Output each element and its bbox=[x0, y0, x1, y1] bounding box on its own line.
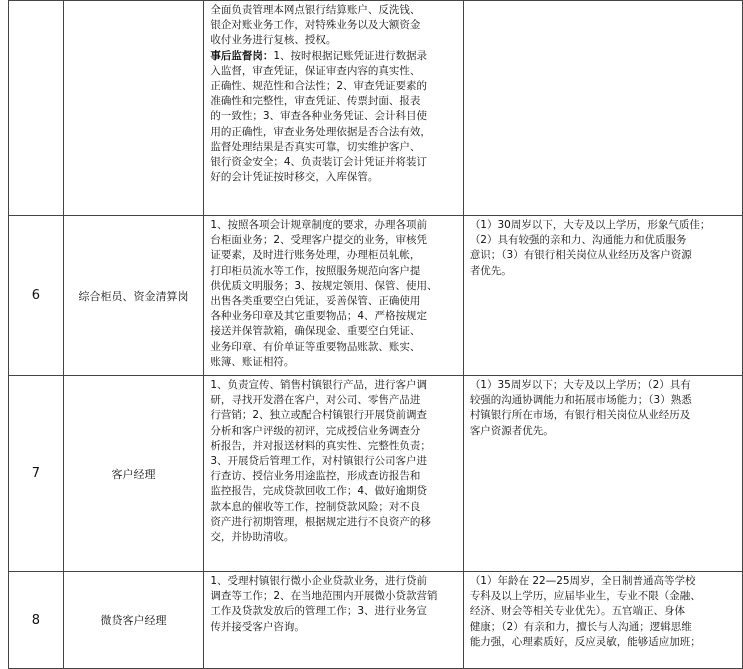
post-name: 微贷客户经理 bbox=[63, 572, 204, 669]
row-number bbox=[9, 1, 64, 216]
row-number: 6 bbox=[9, 216, 64, 376]
duty-line: 监控报告，完成贷款回收工作；4、做好逾期贷 bbox=[210, 485, 428, 498]
duty-line: 各种业务印章及其它重要物品；4、严格按规定 bbox=[210, 310, 428, 323]
duty-line: 分析和客户评级的初评，完成授信业务调查分 bbox=[210, 424, 421, 437]
duty-heading: 事后监督岗： bbox=[210, 49, 274, 62]
post-name: 综合柜员、资金清算岗 bbox=[63, 216, 204, 376]
post-name bbox=[63, 1, 204, 216]
duty-line: 工作及贷款发放后的管理工作；3、进行业务宣 bbox=[210, 605, 428, 618]
requirement-line: 健康；（2）有亲和力，擅长与人沟通；逻辑思维 bbox=[469, 620, 692, 633]
table-row bbox=[9, 216, 743, 376]
duty-line: 好的会计凭证按时移交，入库保管。 bbox=[210, 171, 379, 184]
duty-line: 的一致性；3、审查各种业务凭证、会计科目使 bbox=[210, 110, 428, 123]
requirement-line: 经济、财会等相关专业优先）。五官端正、身体 bbox=[469, 605, 686, 618]
requirement-line: 村镇银行所在市场，有银行相关岗位从业经历及 bbox=[469, 409, 691, 422]
duty-line: 接送并保管款箱，确保现金、重要空白凭证、 bbox=[210, 325, 421, 338]
requirement-line: 专科及以上学历，应届毕业生，专业不限（金融、 bbox=[469, 590, 701, 603]
duty-description bbox=[204, 572, 463, 669]
duty-line: 业务印章、有价单证等重要物品账款、账实、 bbox=[210, 340, 421, 353]
duty-line: 1、受理村镇银行微小企业贷款业务，进行贷前 bbox=[210, 575, 428, 587]
duty-line: 析报告，并对报送材料的真实性、完整性负责； bbox=[210, 439, 431, 452]
row-number: 8 bbox=[9, 572, 64, 669]
requirement-line: 者优先。 bbox=[469, 264, 512, 277]
requirement-line: （1）35周岁以下；大专及以上学历；（2）具有 bbox=[469, 379, 691, 391]
table-row bbox=[9, 376, 743, 572]
duty-line: 正确性、规范性和合法性；2、审查凭证要素的 bbox=[210, 80, 428, 93]
requirement-description bbox=[463, 376, 742, 572]
post-name: 客户经理 bbox=[63, 376, 204, 572]
requirement-description bbox=[463, 1, 742, 216]
duty-line: 3、开展贷后管理工作，对村镇银行公司客户进 bbox=[210, 455, 428, 468]
duty-line: 传并接受客户咨询。 bbox=[210, 620, 305, 633]
duty-line: 研，寻找开发潜在客户，对公司、零售产品进 bbox=[210, 394, 421, 407]
duty-line: 1、按照各项会计规章制度的要求，办理各项前 bbox=[210, 219, 428, 231]
duty-line: 收付业务进行复核、授权。 bbox=[210, 34, 337, 47]
duty-line: 供优质文明服务；3、按规定领用、保管、使用、 bbox=[210, 279, 438, 292]
duty-line: 账簿、账证相符。 bbox=[210, 355, 295, 368]
duty-line: 出售各类重要空白凭证，妥善保管、正确使用 bbox=[210, 295, 421, 308]
duty-line: 资产进行初期管理，根据规定进行不良资产的移 bbox=[210, 515, 431, 528]
duty-line: 证要素，及时进行账务处理，办理柜员轧帐， bbox=[210, 249, 421, 262]
row-number: 7 bbox=[9, 376, 64, 572]
requirement-line: 客户资源者优先。 bbox=[469, 424, 554, 437]
duty-heading-rest: 1、按时根据记账凭证进行数据录 bbox=[273, 49, 428, 62]
duty-line: 款本息的催收等工作，控制贷款风险；对不良 bbox=[210, 500, 421, 513]
duty-line: 调查等工作；2、在当地范围内开展微小贷款营销 bbox=[210, 590, 438, 603]
table-row bbox=[9, 572, 743, 669]
duty-line: 用的正确性，审查业务处理依据是否合法有效， bbox=[210, 125, 431, 138]
duty-line: 台柜面业务；2、受理客户提交的业务，审核凭 bbox=[210, 234, 428, 247]
duty-line: 入监督，审查凭证，保证审查内容的真实性、 bbox=[210, 64, 421, 77]
duty-line: 1、负责宣传、销售村镇银行产品，进行客户调 bbox=[210, 379, 428, 391]
duty-line: 银行资金安全；4、负责装订会计凭证并将装订 bbox=[210, 156, 428, 169]
duty-line: 监督处理结果是否真实可靠，切实维护客户、 bbox=[210, 140, 421, 153]
requirement-line: 较强的沟通协调能力和拓展市场能力；（3）熟悉 bbox=[469, 394, 692, 407]
requirement-line: （1）30周岁以下，大专及以上学历，形象气质佳； bbox=[469, 219, 711, 231]
duty-description bbox=[204, 216, 463, 376]
duty-description bbox=[204, 1, 463, 216]
job-requirements-table bbox=[8, 0, 743, 669]
duty-line bbox=[210, 49, 458, 64]
duty-line: 银企对账业务工作，对特殊业务以及大额资金 bbox=[210, 19, 421, 32]
duty-description bbox=[204, 376, 463, 572]
duty-line: 交，并协助清收。 bbox=[210, 531, 295, 544]
requirement-description bbox=[463, 572, 742, 669]
table-row bbox=[9, 1, 743, 216]
duty-line: 全面负责管理本网点银行结算账户、反洗钱、 bbox=[210, 4, 421, 16]
requirement-line: （2）具有较强的亲和力、沟通能力和优质服务 bbox=[469, 234, 687, 247]
requirement-line: （1）年龄在 22—25周岁，全日制普通高等学校 bbox=[469, 575, 696, 587]
requirement-description bbox=[463, 216, 742, 376]
duty-line: 打印柜员流水等工作，按照服务规范向客户提 bbox=[210, 264, 421, 277]
requirement-line: 能力强，心理素质好，反应灵敏，能够适应加班； bbox=[469, 635, 701, 648]
duty-line: 行查访、授信业务用途监控，形成查访报告和 bbox=[210, 470, 421, 483]
requirement-line: 意识；（3）有银行相关岗位从业经历及客户资源 bbox=[469, 249, 692, 262]
duty-line: 行营销；2、独立或配合村镇银行开展贷前调查 bbox=[210, 409, 428, 422]
duty-line: 准确性和完整性，审查凭证、传票封面、报表 bbox=[210, 95, 421, 108]
